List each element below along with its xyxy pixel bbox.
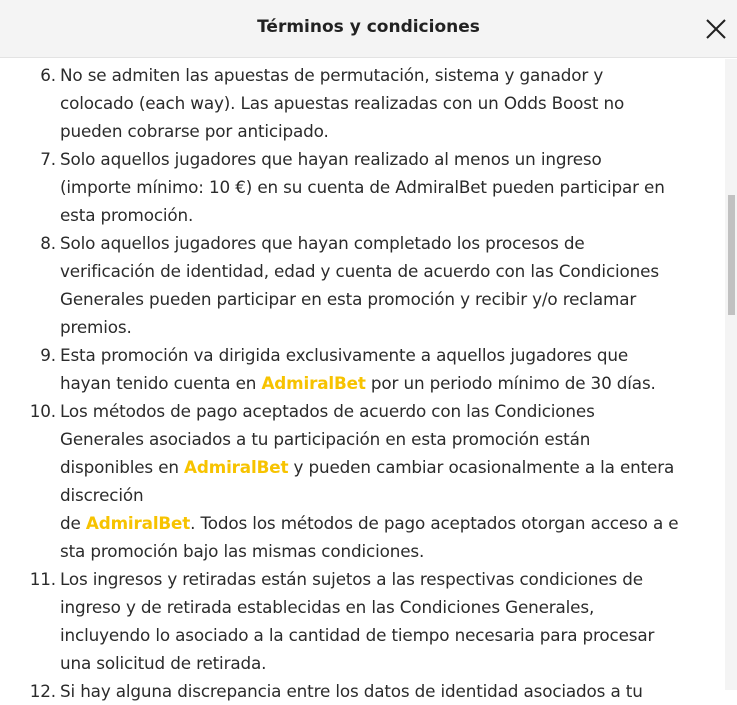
term-line — [60, 565, 705, 593]
term-line — [60, 89, 705, 117]
term-line — [60, 509, 705, 537]
term-line — [60, 397, 705, 425]
term-text: sta promoción bajo las mismas condiciones. — [60, 541, 425, 561]
term-line — [60, 425, 705, 453]
term-line — [60, 677, 705, 705]
term-text: de — [60, 513, 86, 533]
term-line — [60, 229, 705, 257]
term-line — [60, 481, 705, 509]
term-number: 7. — [40, 149, 56, 169]
term-text: colocado (each way). Las apuestas realizadas con un Odds Boost no — [60, 93, 625, 113]
term-text: y pueden cambiar ocasionalmente a la entera — [288, 457, 675, 477]
term-line — [60, 257, 705, 285]
term-line — [60, 369, 705, 397]
term-line — [60, 593, 705, 621]
term-number: 12. — [29, 681, 56, 701]
brand-link[interactable]: AdmiralBet — [261, 373, 366, 393]
term-number: 9. — [40, 345, 56, 365]
term-line — [60, 341, 705, 369]
close-icon — [703, 16, 729, 42]
modal-title: Términos y condiciones — [257, 17, 480, 37]
term-line — [60, 453, 705, 481]
term-text: una solicitud de retirada. — [60, 653, 267, 673]
term-text: pueden cobrarse por anticipado. — [60, 121, 329, 141]
term-text: hayan tenido cuenta en — [60, 373, 262, 393]
term-text: Solo aquellos jugadores que hayan completado los procesos de — [60, 233, 585, 253]
term-number: 6. — [40, 65, 56, 85]
term-text: por un periodo mínimo de 30 días. — [365, 373, 656, 393]
scrollbar-thumb[interactable] — [728, 195, 735, 315]
term-text: incluyendo lo asociado a la cantidad de tiempo necesaria para procesar — [60, 625, 655, 645]
brand-link[interactable]: AdmiralBet — [184, 457, 289, 477]
term-text: (importe mínimo: 10 €) en su cuenta de AdmiralBet pueden participar en — [60, 177, 665, 197]
term-text: Los ingresos y retiradas están sujetos a las respectivas condiciones de — [60, 569, 643, 589]
term-text: disponibles en — [60, 457, 185, 477]
term-number: 11. — [29, 569, 56, 589]
term-text: Esta promoción va dirigida exclusivamente a aquellos jugadores que — [60, 345, 629, 365]
term-text: No se admiten las apuestas de permutación, sistema y ganador y — [60, 65, 604, 85]
term-line — [60, 313, 705, 341]
term-line — [60, 649, 705, 677]
term-item — [0, 397, 725, 565]
term-number: 8. — [40, 233, 56, 253]
term-line — [60, 621, 705, 649]
term-item — [0, 677, 725, 705]
term-item — [0, 145, 725, 229]
term-line — [60, 537, 705, 565]
term-text: ingreso y de retirada establecidas en las Condiciones Generales, — [60, 597, 595, 617]
modal-header — [0, 0, 737, 58]
scrollbar-track[interactable] — [725, 59, 737, 690]
term-line — [60, 201, 705, 229]
term-line — [60, 61, 705, 89]
term-line — [60, 173, 705, 201]
term-text: Si hay alguna discrepancia entre los datos de identidad asociados a tu — [60, 681, 643, 701]
term-item — [0, 61, 725, 145]
close-button[interactable] — [703, 16, 729, 42]
term-item — [0, 229, 725, 341]
term-text: discreción — [60, 485, 144, 505]
terms-content[interactable] — [0, 59, 725, 701]
term-text: Generales asociados a tu participación en esta promoción están — [60, 429, 591, 449]
terms-list — [0, 61, 725, 705]
term-text: Los métodos de pago aceptados de acuerdo con las Condiciones — [60, 401, 595, 421]
term-text: verificación de identidad, edad y cuenta de acuerdo con las Condiciones — [60, 261, 659, 281]
term-line — [60, 117, 705, 145]
term-line — [60, 145, 705, 173]
term-text: Generales pueden participar en esta promoción y recibir y/o reclamar — [60, 289, 637, 309]
brand-link[interactable]: AdmiralBet — [85, 513, 191, 533]
term-text: premios. — [60, 317, 132, 337]
term-item — [0, 565, 725, 677]
term-item — [0, 341, 725, 397]
term-text: esta promoción. — [60, 205, 194, 225]
term-number: 10. — [29, 401, 56, 421]
term-line — [60, 285, 705, 313]
term-text: Solo aquellos jugadores que hayan realizado al menos un ingreso — [60, 149, 602, 169]
term-text: . Todos los métodos de pago aceptados otorgan acceso a e — [190, 513, 679, 533]
